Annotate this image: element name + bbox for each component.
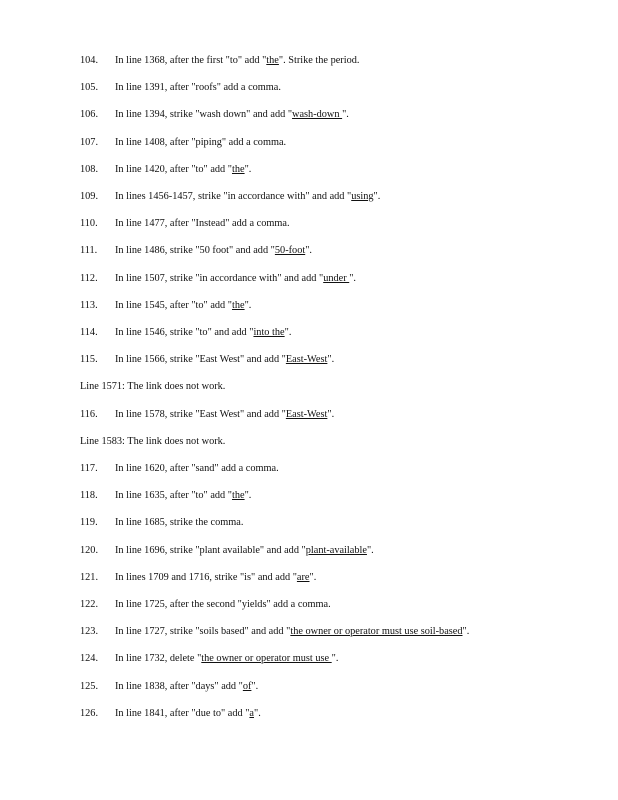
list-item [0,270,618,288]
note-text: Line 1583: The link does not work. [80,436,226,447]
item-number: 120. [80,545,99,556]
item-text: In line 1545, after "to" add "the". [115,300,252,311]
list-item [0,188,618,206]
list-item [0,487,618,505]
item-number: 125. [80,681,99,692]
item-text: In line 1477, after "Instead" add a comma. [115,218,290,229]
item-number: 121. [80,572,99,583]
list-item [0,242,618,260]
list-item [0,106,618,124]
item-number: 114. [80,327,98,338]
item-number: 112. [80,273,98,284]
note-line [0,433,618,451]
item-text: In line 1391, after "roofs" add a comma. [115,82,281,93]
list-item [0,79,618,97]
item-text: In line 1620, after "sand" add a comma. [115,463,279,474]
list-item [0,569,618,587]
item-number: 107. [80,137,99,148]
list-item [0,705,618,723]
item-number: 124. [80,653,99,664]
list-item [0,514,618,532]
item-text: In line 1546, strike "to" and add "into the". [115,327,292,338]
item-number: 122. [80,599,99,610]
item-number: 116. [80,409,98,420]
list-item [0,678,618,696]
item-text: In line 1725, after the second "yields" add a comma. [115,599,331,610]
item-text: In line 1732, delete "the owner or operator must use ". [115,653,339,664]
item-text: In line 1368, after the first "to" add "the". Strike the period. [115,55,360,66]
list-item [0,297,618,315]
item-text: In line 1486, strike "50 foot" and add "50-foot". [115,245,312,256]
list-item [0,650,618,668]
item-number: 115. [80,354,98,365]
item-text: In lines 1709 and 1716, strike "is" and add "are". [115,572,317,583]
note-line [0,378,618,396]
list-item [0,406,618,424]
item-number: 106. [80,109,99,120]
item-number: 113. [80,300,98,311]
item-number: 108. [80,164,99,175]
list-item [0,324,618,342]
list-item [0,161,618,179]
item-text: In line 1566, strike "East West" and add "East-West". [115,354,335,365]
list-item [0,596,618,614]
item-number: 117. [80,463,98,474]
note-text: Line 1571: The link does not work. [80,381,226,392]
list-item [0,623,618,641]
item-text: In line 1841, after "due to" add "a". [115,708,261,719]
list-item [0,52,618,70]
list-item [0,134,618,152]
item-number: 123. [80,626,99,637]
item-number: 110. [80,218,98,229]
item-number: 119. [80,517,98,528]
item-text: In line 1578, strike "East West" and add "East-West". [115,409,335,420]
item-text: In line 1696, strike "plant available" and add "plant-available". [115,545,374,556]
item-number: 126. [80,708,99,719]
list-item [0,351,618,369]
item-number: 109. [80,191,99,202]
item-text: In line 1685, strike the comma. [115,517,244,528]
item-number: 118. [80,490,98,501]
list-item [0,542,618,560]
item-number: 111. [80,245,98,256]
item-number: 105. [80,82,99,93]
item-text: In line 1408, after "piping" add a comma. [115,137,287,148]
item-number: 104. [80,55,99,66]
list-item [0,215,618,233]
item-text: In line 1394, strike "wash down" and add "wash-down ". [115,109,349,120]
item-text: In line 1838, after "days" add "of". [115,681,259,692]
list-item [0,460,618,478]
item-text: In lines 1456-1457, strike "in accordance with" and add "using". [115,191,381,202]
item-text: In line 1727, strike "soils based" and add "the owner or operator must use soil-based". [115,626,470,637]
item-text: In line 1507, strike "in accordance with" and add "under ". [115,273,356,284]
item-text: In line 1635, after "to" add "the". [115,490,252,501]
item-text: In line 1420, after "to" add "the". [115,164,252,175]
